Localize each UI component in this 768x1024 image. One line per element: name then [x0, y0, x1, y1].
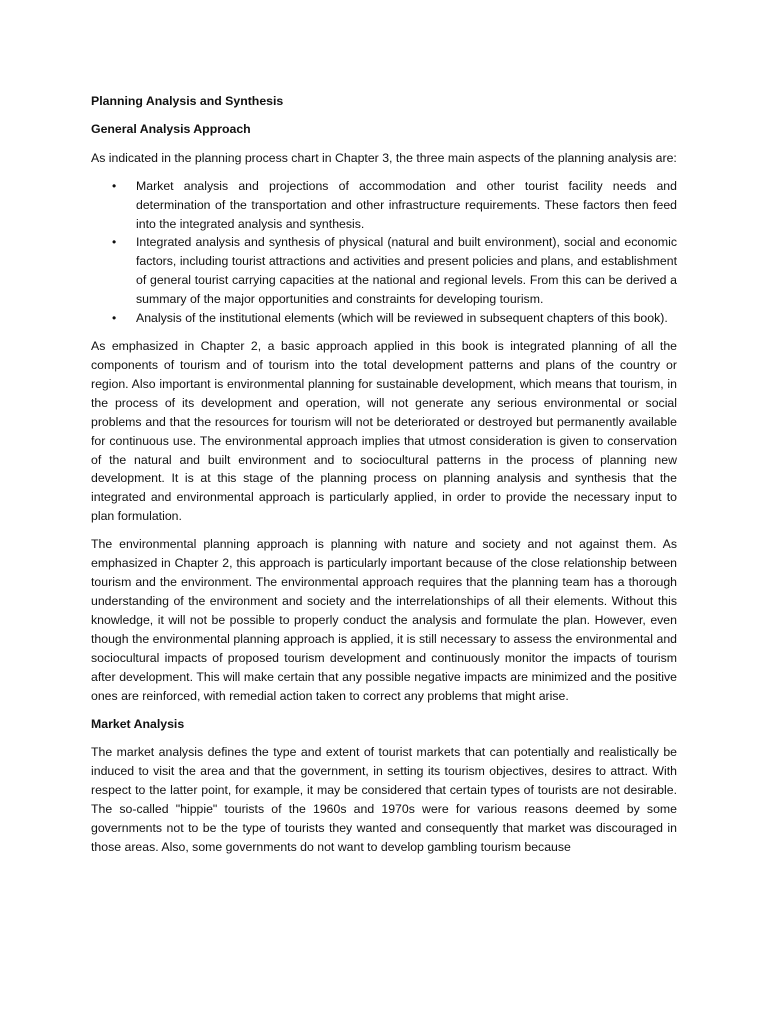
intro-paragraph: As indicated in the planning process chart in Chapter 3, the three main aspects of the planning analysis are: [91, 150, 677, 165]
bullet-icon: • [112, 235, 117, 250]
document-title: Planning Analysis and Synthesis [91, 94, 284, 108]
section-heading-market-analysis: Market Analysis [91, 716, 185, 731]
environmental-approach-paragraph: The environmental planning approach is planning with nature and society and not against them. As emphasized in Chapter 2, this approach is particularly important because of the close relationship between tourism and the environment. The environmental approach requires that the planning team has a thorough understanding of the environment and society and the interrelationships of all their elements. Without this knowledge, it will not be possible to properly conduct the analysis and formulate the plan. However, even though the environmental planning approach is applied, it is still necessary to assess the environmental and sociocultural impacts of proposed tourism development and continuously monitor the impacts of tourism after development. This will make certain that any possible negative impacts are minimized and the positive ones are reinforced, with remedial action taken to correct any problems that might arise. [91, 537, 677, 703]
list-item [91, 233, 677, 309]
bullet-icon: • [112, 311, 117, 326]
list-item-text: Analysis of the institutional elements (which will be reviewed in subsequent chapters of this book). [136, 311, 668, 326]
section-heading-general-analysis: General Analysis Approach [91, 122, 251, 137]
analysis-aspects-list [91, 177, 677, 328]
bullet-icon: • [112, 178, 117, 193]
integrated-planning-paragraph: As emphasized in Chapter 2, a basic approach applied in this book is integrated planning of all the components of tourism and of tourism into the total development patterns and plans of the country or region. Also important is environmental planning for sustainable development, which means that tourism, in the process of its development and operation, will not generate any serious environmental or social problems and that the resources for tourism will not be deteriorated or destroyed but permanently available for continuous use. The environmental approach implies that utmost consideration is given to conservation of the natural and built environment and to sociocultural patterns in the process of planning new development. It is at this stage of the planning process on planning analysis and synthesis that the integrated and environmental approach is particularly applied, in order to provide the necessary input to plan formulation. [91, 339, 677, 524]
market-analysis-paragraph: The market analysis defines the type and extent of tourist markets that can potentially and realistically be induced to visit the area and that the government, in setting its tourism objectives, desires to attract. With respect to the latter point, for example, it may be considered that certain types of tourists are not desirable. The so-called "hippie" tourists of the 1960s and 1970s were for various reasons deemed by some governments not to be the type of tourists they wanted and consequently that market was discouraged in those areas. Also, some governments do not want to develop gambling tourism because [91, 745, 677, 854]
list-item-text: Integrated analysis and synthesis of physical (natural and built environment), social and economic factors, including tourist attractions and activities and present policies and plans, and establishment of general tourist carrying capacities at the national and regional levels. From this can be derived a summary of the major opportunities and constraints for developing tourism. [136, 235, 677, 307]
list-item [91, 177, 677, 234]
list-item-text: Market analysis and projections of accommodation and other tourist facility needs and determination of the transportation and other infrastructure requirements. These factors then feed into the integrated analysis and synthesis. [136, 178, 677, 231]
list-item [91, 309, 677, 328]
document-page [91, 92, 677, 866]
